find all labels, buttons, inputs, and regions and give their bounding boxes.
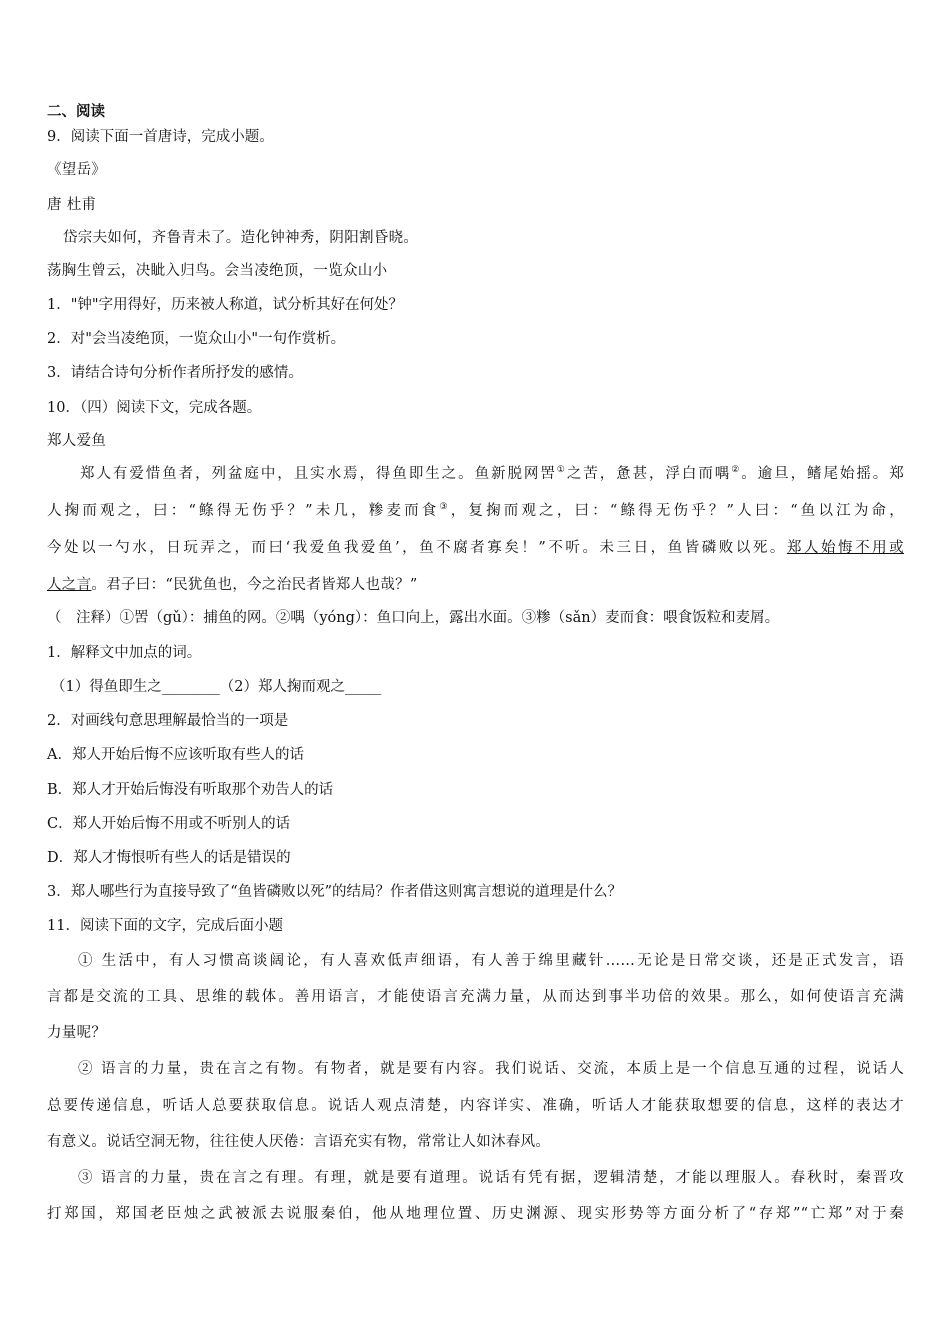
q11-para3-line2: 打郑国，郑国老臣烛之武被派去说服秦伯，他从地理位置、历史渊源、现实形势等方面分析了“存郑”“亡郑”对于秦 [47,1206,904,1222]
q10-sub1: 1．解释文中加点的词。 [47,645,202,661]
q11-para2-line2: 总要传递信息，听话人总要获取信息。说话人观点清楚，内容详实、准确，听话人才能获取想要的信息，这样的表达才 [47,1098,904,1114]
passage-line-1: 郑人有爱惜鱼者，列盆庭中，且实水焉，得鱼即生之。鱼新脱网罟①之苦，惫甚，浮白而喁②。逾旦，鳍尾始摇。郑 [80,465,905,482]
q9-sub1: 1．"钟"字用得好，历来被人称道，试分析其好在何处？ [47,297,404,313]
underlined-sentence-part1: 郑人始悔不用或 [786,540,904,556]
q9-sub2: 2．对"会当凌绝顶，一览众山小"一句作赏析。 [47,331,346,347]
passage-line-2: 人掬而观之，曰：“鲦得无伤乎？”未几，糁麦而食③，复掬而观之，曰：“鲦得无伤乎？”人曰：“鱼以江为命， [47,502,904,519]
q9-sub3: 3．请结合诗句分析作者所抒发的感情。 [47,365,303,381]
q11-stem: 11．阅读下面的文字，完成后面小题 [47,918,283,934]
q10-sub3: 3．郑人哪些行为直接导致了“鱼皆磷败以死”的结局？作者借这则寓言想说的道理是什么？ [47,884,623,900]
annotation-note: （ 注释）①罟（gǔ）：捕鱼的网。②喁（yóng）：鱼口向上，露出水面。③糁（sǎn）麦而食：喂食饭粒和麦屑。 [47,610,780,626]
poem-author: 唐 杜甫 [47,197,97,213]
q11-para1-line1: ① 生活中，有人习惯高谈阔论，有人喜欢低声细语，有人善于绵里藏针……无论是日常交谈，还是正式发言，语 [78,953,904,969]
poem-title: 《望岳》 [47,162,107,178]
q11-para1-line2: 言都是交流的工具、思维的载体。善用语言，才能使语言充满力量，从而达到事半功倍的效果。那么，如何使语言充满 [47,989,904,1005]
poem-line-1: 岱宗夫如何，齐鲁青未了。造化钟神秀，阴阳割昏晓。 [63,230,419,246]
q11-para2-line1: ② 语言的力量，贵在言之有物。有物者，就是要有内容。我们说话、交流，本质上是一个信息互通的过程，说话人 [78,1061,904,1077]
q11-para1-line3: 力量呢？ [47,1025,107,1041]
q10-sub1-items: （1）得鱼即生之________（2）郑人掬而观之_____ [51,679,382,695]
passage-title: 郑人爱鱼 [47,433,107,449]
option-d: D．郑人才悔恨听有些人的话是错误的 [47,850,291,866]
option-c: C．郑人开始后悔不用或不听别人的话 [47,816,291,832]
q10-sub2: 2．对画线句意思理解最恰当的一项是 [47,713,289,729]
section-heading: 二、阅读 [47,103,105,120]
poem-line-2: 荡胸生曾云，决眦入归鸟。会当凌绝顶，一览众山小 [47,263,388,279]
option-a: A．郑人开始后悔不应该听取有些人的话 [47,747,304,763]
passage-line-4: 人之言。君子曰：“民犹鱼也，今之治民者皆郑人也哉？” [47,577,418,593]
underlined-sentence-part2: 人之言 [47,577,92,593]
option-b: B．郑人才开始后悔没有听取那个劝告人的话 [47,782,334,798]
passage-line-3: 今处以一勺水，日玩弄之，而曰‘我爱鱼我爱鱼’，鱼不腐者寡矣！”不听。未三日，鱼皆磷败以死。郑人始悔不用或 [47,540,904,556]
q9-stem: 9．阅读下面一首唐诗，完成小题。 [47,129,274,145]
q11-para3-line1: ③ 语言的力量，贵在言之有理。有理，就是要有道理。说话有凭有据，逻辑清楚，才能以理服人。春秋时，秦晋攻 [78,1170,904,1186]
q10-stem: 10．（四）阅读下文，完成各题。 [47,400,262,416]
q11-para2-line3: 有意义。说话空洞无物，往往使人厌倦：言语充实有物，常常让人如沐春风。 [47,1134,551,1150]
